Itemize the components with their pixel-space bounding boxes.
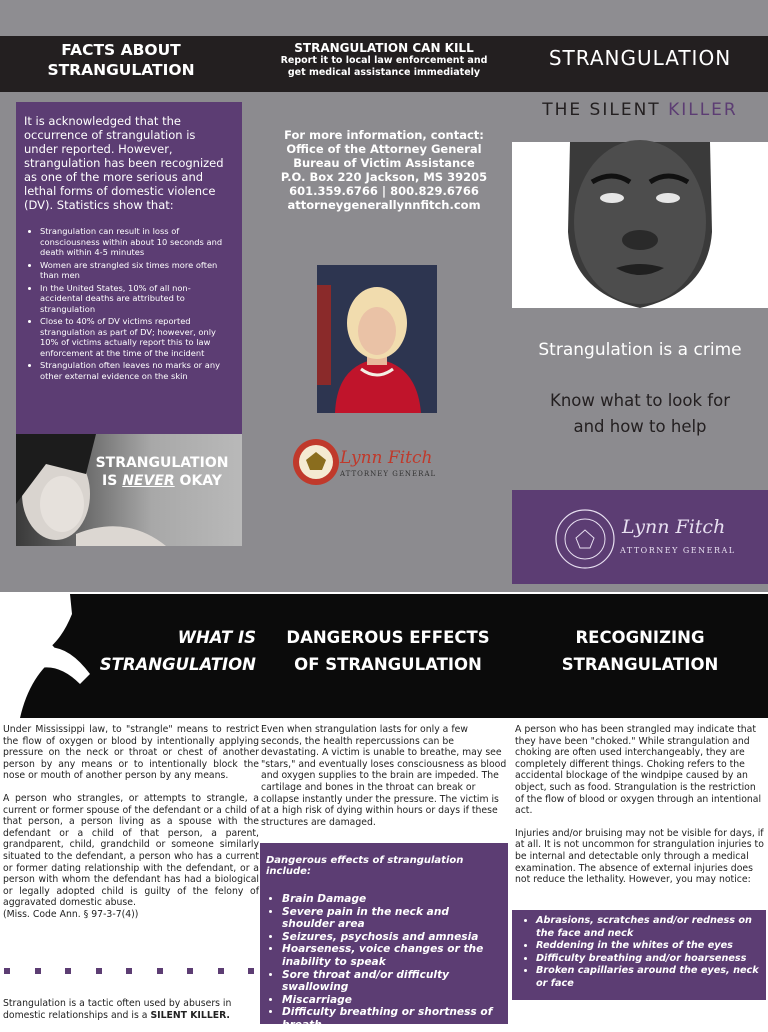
list-item: • Seizures, psychosis and amnesia: [282, 931, 502, 944]
attorney-general-seal-icon: [292, 438, 340, 486]
list-item: • Abrasions, scratches and/or redness on the face and neck: [536, 915, 760, 940]
dot-divider: [4, 968, 254, 974]
facts-heading: FACTS ABOUT STRANGULATION: [47, 41, 195, 79]
never-okay-slogan: STRANGULATION IS NEVER OKAY: [95, 455, 229, 489]
dangerous-effects-heading: DANGEROUS EFFECTS OF STRANGULATION: [286, 628, 490, 674]
dangerous-effects-list: [266, 893, 502, 1032]
silent-killer-paragraph: Strangulation is a tactic often used by abusers in domestic relationships and is a SILENT KILLER.: [3, 998, 232, 1021]
help-statement: Know what to look for and how to help: [550, 391, 730, 436]
recognizing-body: A person who has been strangled may indicate that they have been "choked." While strangulation and choking are often used interchangeably, they are completely different things. Choking refers to the accidental blockage of the windpipe caused by an object, such as food. Strangulation is the restriction of the flow of blood or oxygen through an intentional act. Injuries and/or bruising may not be visible for days, if at all. It is not uncommon for strangulation injuries to be internal and detectable only through a medical examination. The absence of external injuries does not reduce the lethality. However, you may notice:: [515, 724, 764, 886]
signature-logo: Lynn Fitch ATTORNEY GENERAL: [340, 448, 437, 478]
facts-list: [24, 226, 232, 381]
silent-killer-tagline: THE SILENT KILLER: [542, 100, 738, 120]
seal-icon: [554, 508, 616, 570]
what-is-heading: WHAT IS STRANGULATION: [99, 628, 256, 674]
cover-title: STRANGULATION: [548, 46, 732, 70]
list-item: • Strangulation often leaves no marks or any other external evidence on the skin: [40, 360, 232, 381]
list-item: • Women are strangled six times more often than men: [40, 260, 232, 281]
list-item: • Severe pain in the neck and shoulder area: [282, 906, 502, 931]
list-item: • Reddening in the whites of the eyes: [536, 940, 760, 953]
facts-intro: It is acknowledged that the occurrence of strangulation is under reported. However, strangulation has been recognized as one of the more serious and lethal forms of domestic violence (DV). Statistics show that:: [24, 114, 224, 212]
list-item: • In the United States, 10% of all non-accidental deaths are attributed to strangulation: [40, 283, 232, 315]
dangerous-effects-body: Even when strangulation lasts for only a few seconds, the health repercussions can be devastating. A victim is unable to breathe, may see "stars," and eventually loses consciousness as blood and oxygen supplies to the brain are impeded. The cartilage and bones in the throat can break or collapse instantly under the pressure. The victim is at a high risk of dying within hours or days if these structures are damaged.: [261, 724, 507, 828]
signs-box: [512, 910, 766, 1000]
list-item: • Hoarseness, voice changes or the inability to speak: [282, 943, 502, 968]
list-item: • Close to 40% of DV victims reported strangulation as part of DV; however, only 10% of victims actually report this to law enforcement at the time of the incident: [40, 316, 232, 358]
facts-box: [16, 102, 242, 434]
website-link[interactable]: attorneygenerallynnfitch.com: [287, 198, 481, 212]
face-photo: [512, 142, 768, 308]
top-strip: [0, 0, 768, 36]
can-kill-heading: STRANGULATION CAN KILL Report it to local law enforcement and get medical assistance immediately: [280, 41, 488, 78]
list-item: • Sore throat and/or difficulty swallowing: [282, 969, 502, 994]
list-item: • Difficulty breathing or shortness of breath: [282, 1006, 502, 1031]
contact-info: For more information, contact: Office of the Attorney General Bureau of Victim Assistance P.O. Box 220 Jackson, MS 39205 601.359.6766 | 800.829.6766 attorneygenerallynnfitch.com: [256, 128, 512, 212]
list-item: • Miscarriage: [282, 994, 502, 1007]
attorney-general-logo-box: Lynn Fitch ATTORNEY GENERAL: [512, 490, 768, 584]
girl-photo: [16, 434, 242, 546]
list-item: • Difficulty breathing and/or hoarseness: [536, 953, 760, 966]
crime-statement: Strangulation is a crime: [538, 340, 742, 360]
list-item: • Broken capillaries around the eyes, neck or face: [536, 965, 760, 990]
attorney-general-portrait: [317, 265, 437, 413]
dangerous-effects-box: Dangerous effects of strangulation include: • Brain Damage • Severe pain in the neck and shoulder area • Seizures, psychosis and amnesia • Hoarseness, voice changes or the inability to speak • Sore throat and/or difficulty swallowing • Miscarriage • Difficulty breathing or shortness of breath: [260, 843, 508, 1024]
list-item: • Strangulation can result in loss of consciousness within about 10 seconds and death within 4-5 minutes: [40, 226, 232, 258]
list-item: • Brain Damage: [282, 893, 502, 906]
signs-list: [518, 915, 760, 990]
recognizing-heading: RECOGNIZING STRANGULATION: [561, 628, 719, 674]
what-is-body: Under Mississippi law, to "strangle" means to restrict the flow of oxygen or blood by intentionally applying pressure on the neck or throat or chest of another person by any means or to intentionally block the nose or mouth of another person by any means. A person who strangles, or attempts to strangle, a current or former spouse of the defendant or a child of that person, a person living as a spouse with the defendant or a child of that person, a parent, grandparent, child, grandchild or someone similarly situated to the defendant, a person who has a current or former dating relationship with the defendant, or a person with whom the defendant has had a biological or legally adopted child is guilty of the felony of aggravated domestic abuse. (Miss. Code Ann. § 97-3-7(4)): [3, 724, 259, 920]
